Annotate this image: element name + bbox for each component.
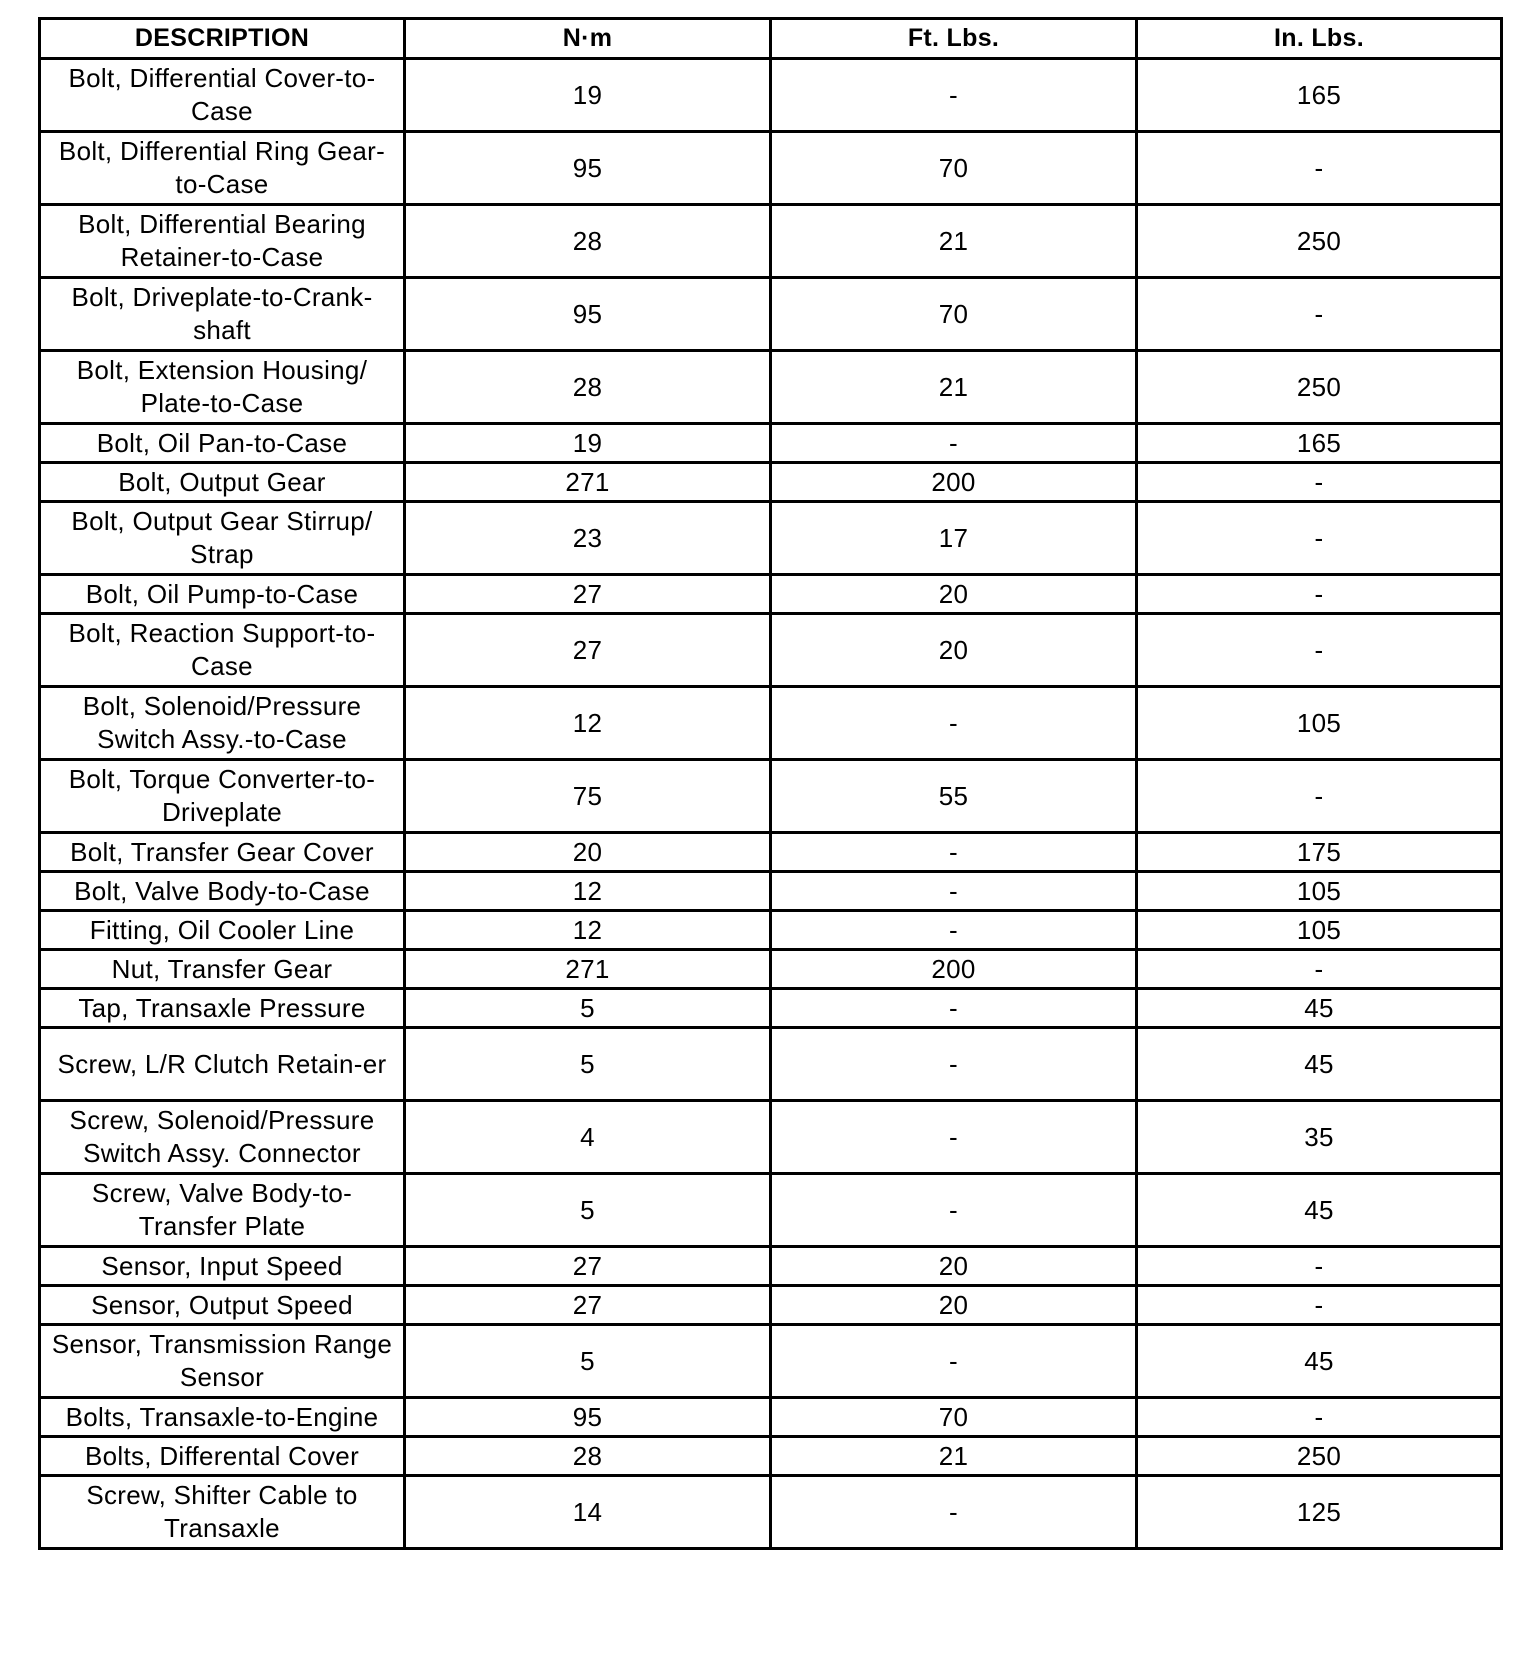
table-row [40,59,1502,132]
table-row [40,351,1502,424]
cell-description: Tap, Transaxle Pressure [40,989,405,1028]
cell-description: Fitting, Oil Cooler Line [40,911,405,950]
torque-spec-table [38,17,1503,1550]
table-row [40,989,1502,1028]
cell-description: Bolts, Differental Cover [40,1437,405,1476]
cell-nm: 12 [405,872,771,911]
cell-in-lbs: - [1137,575,1502,614]
cell-ft-lbs: 17 [771,502,1137,575]
table-row [40,911,1502,950]
cell-description: Bolt, Transfer Gear Cover [40,833,405,872]
cell-ft-lbs: - [771,1101,1137,1174]
cell-nm: 27 [405,575,771,614]
cell-ft-lbs: - [771,424,1137,463]
cell-ft-lbs: 70 [771,1398,1137,1437]
cell-ft-lbs: 20 [771,1247,1137,1286]
cell-description: Bolt, Output Gear Stirrup/ Strap [40,502,405,575]
table-row [40,132,1502,205]
cell-description: Bolt, Oil Pan-to-Case [40,424,405,463]
table-row [40,1286,1502,1325]
cell-description: Sensor, Transmission Range Sensor [40,1325,405,1398]
cell-nm: 5 [405,989,771,1028]
header-description: DESCRIPTION [40,19,405,59]
cell-in-lbs: 250 [1137,1437,1502,1476]
cell-ft-lbs: - [771,833,1137,872]
cell-description: Bolts, Transaxle-to-Engine [40,1398,405,1437]
table-row [40,1174,1502,1247]
table-row [40,1398,1502,1437]
cell-description: Nut, Transfer Gear [40,950,405,989]
table-body [40,59,1502,1549]
cell-description: Bolt, Differential Ring Gear-to-Case [40,132,405,205]
cell-nm: 75 [405,760,771,833]
cell-in-lbs: - [1137,614,1502,687]
cell-in-lbs: - [1137,1398,1502,1437]
header-newton-meters: N·m [405,19,771,59]
cell-nm: 5 [405,1174,771,1247]
cell-nm: 271 [405,950,771,989]
cell-description: Sensor, Input Speed [40,1247,405,1286]
cell-nm: 12 [405,687,771,760]
cell-nm: 4 [405,1101,771,1174]
table-row [40,1476,1502,1549]
cell-description: Bolt, Differential Cover-to-Case [40,59,405,132]
cell-nm: 12 [405,911,771,950]
table-row [40,1437,1502,1476]
table-row [40,833,1502,872]
cell-in-lbs: 105 [1137,687,1502,760]
table-row [40,463,1502,502]
cell-ft-lbs: - [771,687,1137,760]
cell-nm: 19 [405,424,771,463]
cell-nm: 27 [405,1247,771,1286]
cell-nm: 27 [405,614,771,687]
cell-in-lbs: 45 [1137,1028,1502,1101]
cell-nm: 27 [405,1286,771,1325]
cell-ft-lbs: - [771,989,1137,1028]
cell-nm: 20 [405,833,771,872]
cell-ft-lbs: 200 [771,463,1137,502]
table-row [40,1101,1502,1174]
cell-in-lbs: 250 [1137,205,1502,278]
cell-ft-lbs: 55 [771,760,1137,833]
table-row [40,575,1502,614]
table-row [40,1325,1502,1398]
cell-ft-lbs: - [771,1174,1137,1247]
cell-description: Bolt, Extension Housing/ Plate-to-Case [40,351,405,424]
cell-nm: 19 [405,59,771,132]
table-row [40,614,1502,687]
cell-nm: 28 [405,205,771,278]
cell-in-lbs: - [1137,760,1502,833]
cell-ft-lbs: 20 [771,575,1137,614]
cell-nm: 5 [405,1325,771,1398]
table-row [40,1028,1502,1101]
table-row [40,950,1502,989]
cell-in-lbs: 35 [1137,1101,1502,1174]
cell-in-lbs: - [1137,950,1502,989]
cell-in-lbs: 105 [1137,872,1502,911]
cell-ft-lbs: 200 [771,950,1137,989]
cell-nm: 28 [405,351,771,424]
cell-description: Bolt, Output Gear [40,463,405,502]
cell-description: Bolt, Torque Converter-to-Driveplate [40,760,405,833]
cell-in-lbs: - [1137,1247,1502,1286]
cell-nm: 95 [405,278,771,351]
cell-in-lbs: 165 [1137,59,1502,132]
cell-ft-lbs: - [771,872,1137,911]
cell-description: Bolt, Differential Bearing Retainer-to-Case [40,205,405,278]
cell-in-lbs: - [1137,502,1502,575]
cell-ft-lbs: - [771,1476,1137,1549]
cell-in-lbs: 175 [1137,833,1502,872]
cell-in-lbs: 165 [1137,424,1502,463]
cell-in-lbs: - [1137,278,1502,351]
table-row [40,687,1502,760]
cell-description: Bolt, Valve Body-to-Case [40,872,405,911]
table-row [40,760,1502,833]
cell-description: Bolt, Driveplate-to-Crank-shaft [40,278,405,351]
cell-in-lbs: - [1137,1286,1502,1325]
table-row [40,205,1502,278]
table-row [40,872,1502,911]
cell-nm: 271 [405,463,771,502]
cell-ft-lbs: 70 [771,278,1137,351]
cell-ft-lbs: 70 [771,132,1137,205]
cell-description: Screw, L/R Clutch Retain-er [40,1028,405,1101]
cell-in-lbs: - [1137,463,1502,502]
header-inch-pounds: In. Lbs. [1137,19,1502,59]
cell-nm: 95 [405,1398,771,1437]
cell-in-lbs: - [1137,132,1502,205]
cell-in-lbs: 45 [1137,989,1502,1028]
cell-description: Screw, Valve Body-to-Transfer Plate [40,1174,405,1247]
cell-in-lbs: 45 [1137,1325,1502,1398]
cell-ft-lbs: 21 [771,351,1137,424]
cell-description: Bolt, Solenoid/Pressure Switch Assy.-to-Case [40,687,405,760]
cell-in-lbs: 250 [1137,351,1502,424]
cell-description: Screw, Shifter Cable to Transaxle [40,1476,405,1549]
cell-description: Screw, Solenoid/Pressure Switch Assy. Connector [40,1101,405,1174]
table-row [40,1247,1502,1286]
cell-ft-lbs: - [771,911,1137,950]
cell-ft-lbs: 21 [771,1437,1137,1476]
cell-nm: 28 [405,1437,771,1476]
cell-description: Bolt, Reaction Support-to-Case [40,614,405,687]
cell-description: Sensor, Output Speed [40,1286,405,1325]
header-row [40,19,1502,59]
table-row [40,278,1502,351]
cell-ft-lbs: - [771,1325,1137,1398]
cell-nm: 23 [405,502,771,575]
cell-nm: 5 [405,1028,771,1101]
cell-ft-lbs: 21 [771,205,1137,278]
cell-ft-lbs: - [771,1028,1137,1101]
cell-in-lbs: 125 [1137,1476,1502,1549]
cell-nm: 95 [405,132,771,205]
cell-nm: 14 [405,1476,771,1549]
table-row [40,502,1502,575]
cell-ft-lbs: 20 [771,1286,1137,1325]
cell-in-lbs: 105 [1137,911,1502,950]
cell-in-lbs: 45 [1137,1174,1502,1247]
cell-description: Bolt, Oil Pump-to-Case [40,575,405,614]
header-foot-pounds: Ft. Lbs. [771,19,1137,59]
table-row [40,424,1502,463]
cell-ft-lbs: - [771,59,1137,132]
cell-ft-lbs: 20 [771,614,1137,687]
